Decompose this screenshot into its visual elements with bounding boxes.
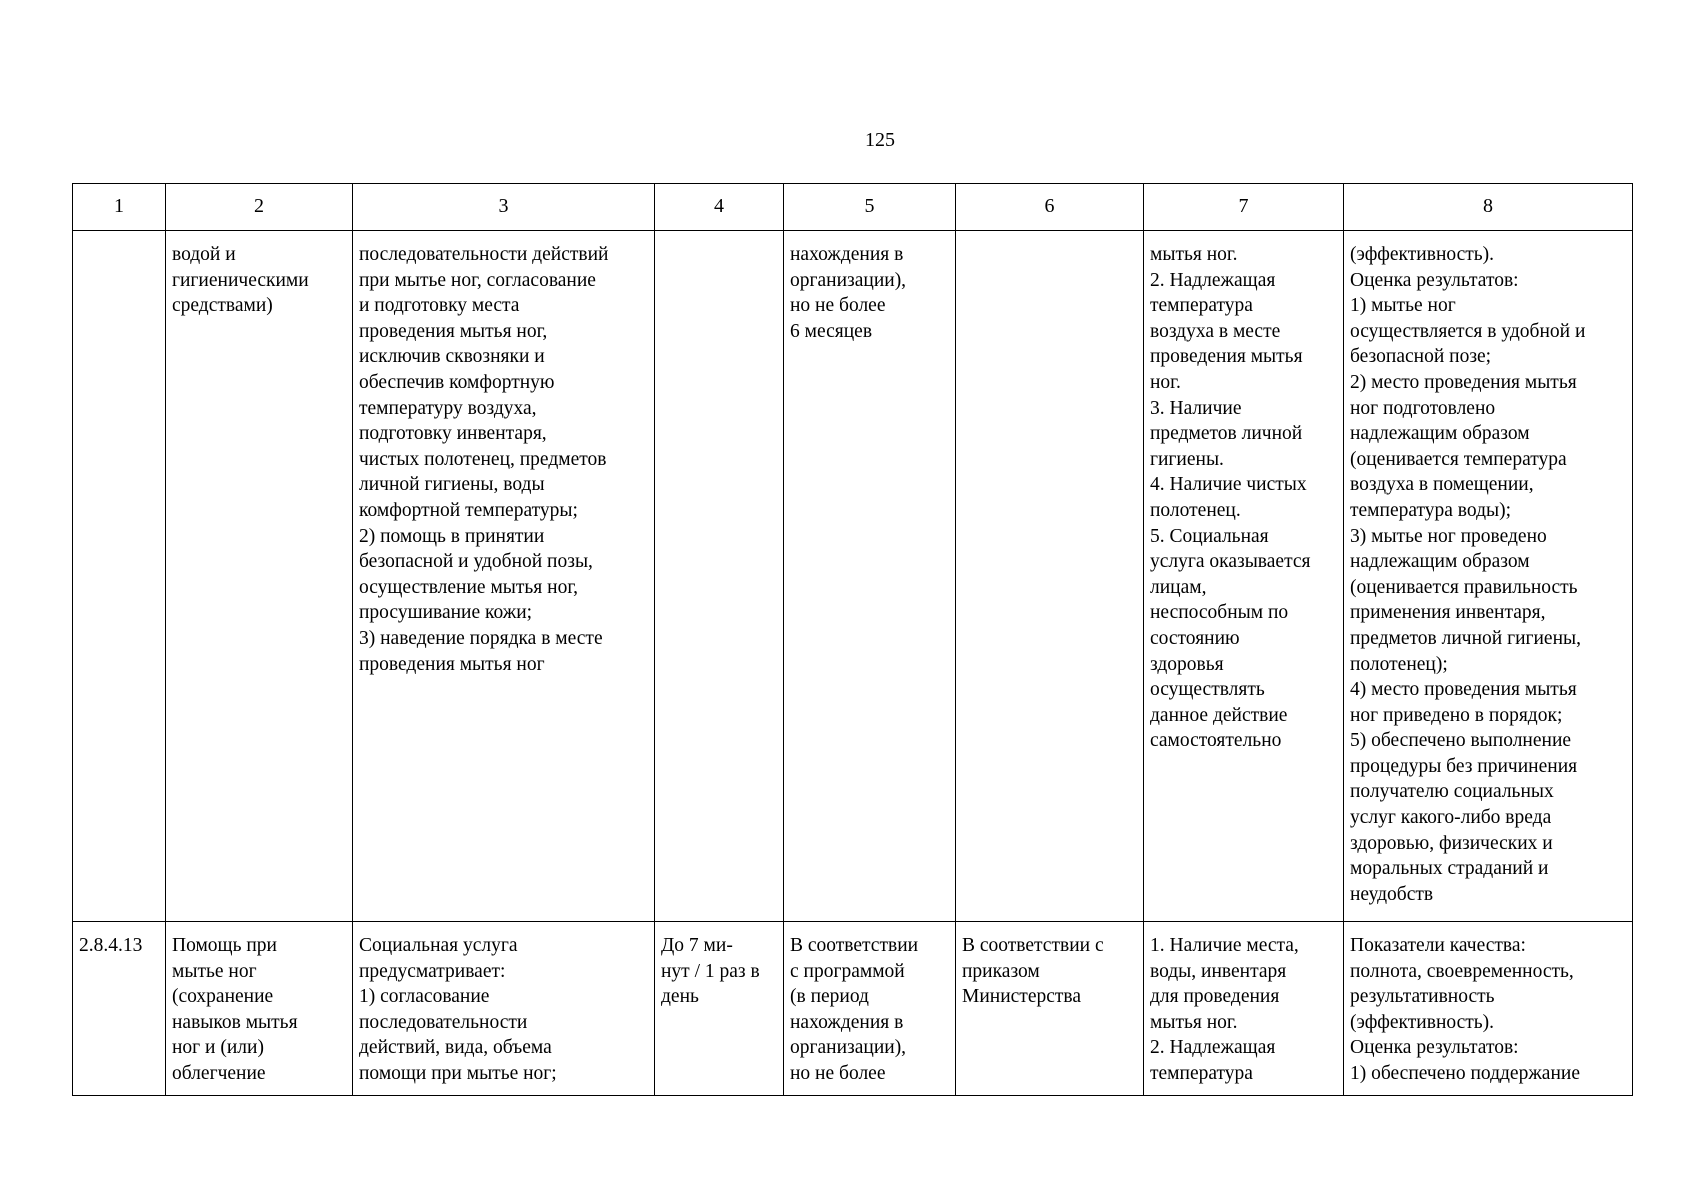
tariff-cell: В соответствии с приказом Министерства bbox=[956, 922, 1144, 1096]
service-description-cell: последовательности действий при мытье ног, согласование и подготовку места проведения мытья ног, исключив сквозняки и обеспечив комфортную температуру воздуха, подготовку инвентаря, чистых полотенец, предметов личной гигиены, воды комфортной температуры; 2) помощь в принятии безопасной и удобной позы, осуществление мытья ног, просушивание кожи; 3) наведение порядка в месте проведения мытья ног bbox=[353, 231, 655, 922]
column-number-header: 8 bbox=[1344, 184, 1633, 231]
column-number-header: 2 bbox=[166, 184, 353, 231]
term-cell: нахождения в организации), но не более 6 месяцев bbox=[784, 231, 956, 922]
service-description-cell: Социальная услуга предусматривает: 1) согласование последовательности действий, вида, объема помощи при мытье ног; bbox=[353, 922, 655, 1096]
table-header-row bbox=[73, 184, 1633, 231]
conditions-cell: мытья ног. 2. Надлежащая температура воздуха в месте проведения мытья ног. 3. Наличие предметов личной гигиены. 4. Наличие чистых полотенец. 5. Социальная услуга оказывается лицам, неспособным по состоянию здоровья осуществлять данное действие самостоятельно bbox=[1144, 231, 1344, 922]
column-number-header: 1 bbox=[73, 184, 166, 231]
column-number-header: 7 bbox=[1144, 184, 1344, 231]
duration-cell: До 7 ми- нут / 1 раз в день bbox=[655, 922, 784, 1096]
service-code-cell: 2.8.4.13 bbox=[73, 922, 166, 1096]
column-number-header: 6 bbox=[956, 184, 1144, 231]
quality-indicators-cell: Показатели качества: полнота, своевременность, результативность (эффективность). Оценка результатов: 1) обеспечено поддержание bbox=[1344, 922, 1633, 1096]
services-table bbox=[72, 183, 1633, 1096]
column-number-header: 3 bbox=[353, 184, 655, 231]
service-name-cell: Помощь при мытье ног (сохранение навыков мытья ног и (или) облегчение bbox=[166, 922, 353, 1096]
term-cell: В соответствии с программой (в период нахождения в организации), но не более bbox=[784, 922, 956, 1096]
service-name-cell: водой и гигиеническими средствами) bbox=[166, 231, 353, 922]
column-number-header: 5 bbox=[784, 184, 956, 231]
conditions-cell: 1. Наличие места, воды, инвентаря для проведения мытья ног. 2. Надлежащая температура bbox=[1144, 922, 1344, 1096]
table-row bbox=[73, 231, 1633, 922]
quality-indicators-cell: (эффективность). Оценка результатов: 1) мытье ног осуществляется в удобной и безопасной позе; 2) место проведения мытья ног подготовлено надлежащим образом (оценивается температура воздуха в помещении, температура воды); 3) мытье ног проведено надлежащим образом (оценивается правильность применения инвентаря, предметов личной гигиены, полотенец); 4) место проведения мытья ног приведено в порядок; 5) обеспечено выполнение процедуры без причинения получателю социальных услуг какого-либо вреда здоровью, физических и моральных страданий и неудобств bbox=[1344, 231, 1633, 922]
tariff-cell bbox=[956, 231, 1144, 922]
duration-cell bbox=[655, 231, 784, 922]
page-number: 125 bbox=[865, 129, 895, 151]
service-code-cell bbox=[73, 231, 166, 922]
column-number-header: 4 bbox=[655, 184, 784, 231]
table-row bbox=[73, 922, 1633, 1096]
